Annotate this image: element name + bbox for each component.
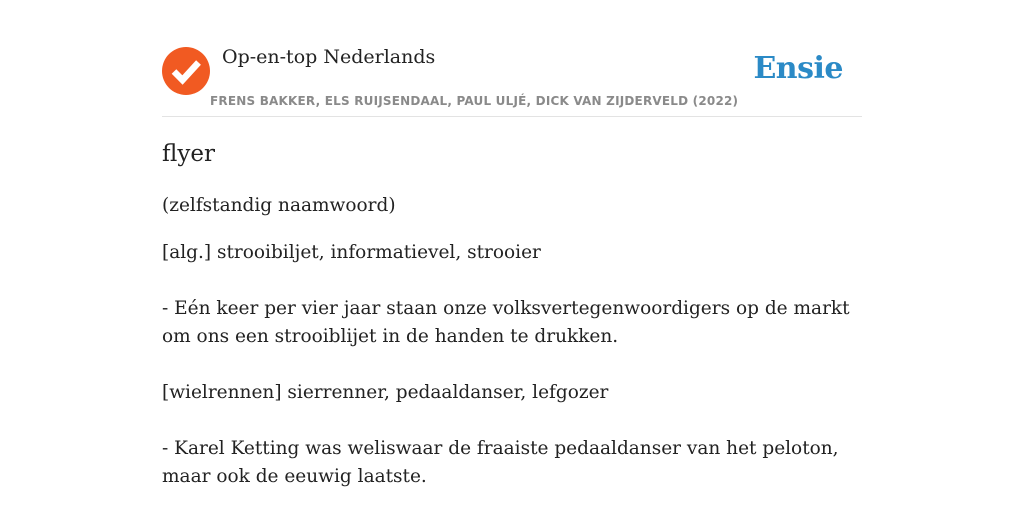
entry-definition xyxy=(162,192,862,491)
definition-line: [wielrennen] sierrenner, pedaaldanser, lefgozer xyxy=(162,382,609,403)
book-authors: FRENS BAKKER, ELS RUIJSENDAAL, PAUL ULJÉ, DICK VAN ZIJDERVELD (2022) xyxy=(210,94,739,108)
card-header xyxy=(162,0,862,117)
example-sentence: - Eén keer per vier jaar staan onze volksvertegenwoordigers op de markt om ons een strooiblijet in de handen te drukken. xyxy=(162,298,850,347)
book-title-link[interactable]: Op-en-top Nederlands xyxy=(222,46,436,68)
example-sentence: - Karel Ketting was weliswaar de fraaiste pedaaldanser van het peloton, maar ook de eeuwig laatste. xyxy=(162,438,839,487)
dictionary-card xyxy=(162,0,862,512)
definition-line: [alg.] strooibiljet, informatievel, strooier xyxy=(162,242,541,263)
entry-headword: flyer xyxy=(162,141,215,167)
part-of-speech: (zelfstandig naamwoord) xyxy=(162,195,396,216)
orange-checkmark-icon xyxy=(162,47,210,95)
ensie-brand-link[interactable]: Ensie xyxy=(753,51,843,86)
